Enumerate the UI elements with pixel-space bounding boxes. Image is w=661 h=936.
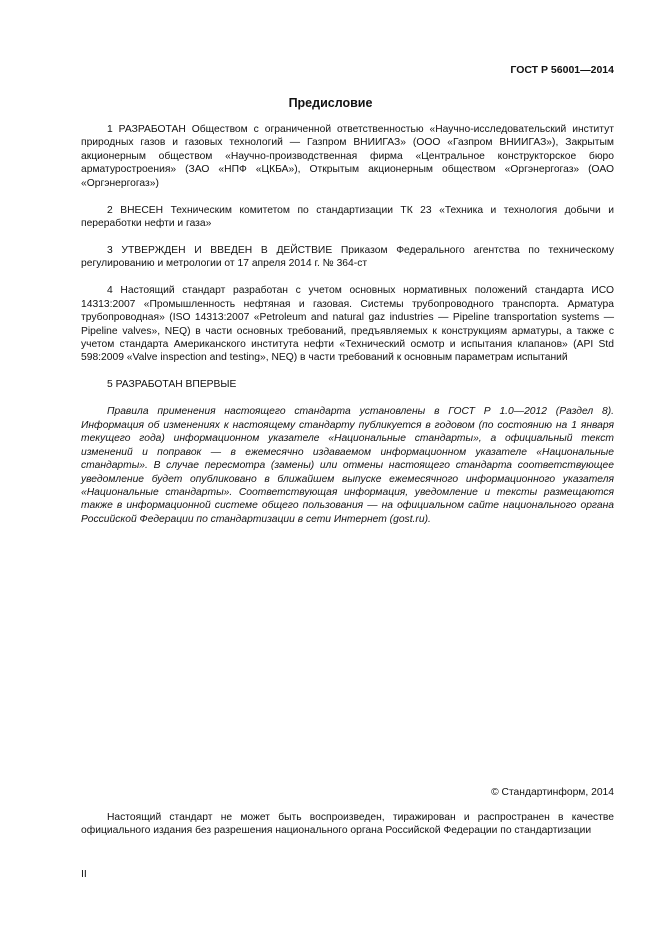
paragraph-first-edition: 5 РАЗРАБОТАН ВПЕРВЫЕ: [107, 379, 237, 391]
page-title: Предисловие: [288, 96, 373, 110]
reproduction-notice: Настоящий стандарт не может быть воспроизведен, тиражирован и распространен в качестве официального издания без разрешения национального органа Российской Федерации по стандартизации: [81, 812, 614, 837]
rules-paragraph: Правила применения настоящего стандарта установлены в ГОСТ Р 1.0—2012 (Раздел 8). Информация об изменениях к настоящему стандарту публикуется в годовом (по состоянию на 1 января текущего года) информационном указателе «Национальные стандарты», а официальный текст изменений и поправок — в ежемесячно издаваемом информационном указателе «Национальные стандарты». В случае пересмотра (замены) или отмены настоящего стандарта соответствующее уведомление будет опубликовано в ближайшем выпуске ежемесячного информационного указателя «Национальные стандарты». Соответствующая информация, уведомление и тексты размещаются также в информационной системе общего пользования — на официальном сайте национального органа Российской Федерации по стандартизации в сети Интернет (gost.ru).: [81, 406, 614, 525]
foreword-body: [81, 123, 614, 540]
paragraph-basis: 4 Настоящий стандарт разработан с учетом основных нормативных положений стандарта ИСО 14313:2007 «Промышленность нефтяная и газовая. Системы трубопроводного транспорта. Арматура трубопроводная» (ISO 14313:2007 «Petroleum and natural gaz industries — Pipeline transportation systems — Pipeline valves», NEQ) в части основных требований, предъявляемых к конструкциям арматуры, а также с учетом стандарта Американского института нефти «Технический осмотр и испытания клапанов» (API Std 598:2009 «Valve inspection and testing», NEQ) в части требований к основным параметрам испытаний: [81, 285, 614, 364]
page-number: II: [81, 868, 87, 880]
paragraph-approved: 3 УТВЕРЖДЕН И ВВЕДЕН В ДЕЙСТВИЕ Приказом Федерального агентства по техническому регулированию и метрологии от 17 апреля 2014 г. № 364-ст: [81, 245, 614, 270]
paragraph-developed: 1 РАЗРАБОТАН Обществом с ограниченной ответственностью «Научно-исследовательский институт природных газов и газовых технологий — Газпром ВНИИГАЗ» (ООО «Газпром ВНИИГАЗ»), Закрытым акционерным обществом «Научно-производственная фирма «Центральное конструкторское бюро арматуростроения» (ЗАО «НПФ «ЦКБА»), Открытым акционерным обществом «Оргэнергогаз» (ОАО «Оргэнергогаз»): [81, 124, 614, 189]
copyright-line: © Стандартинформ, 2014: [491, 787, 614, 798]
standard-code: ГОСТ Р 56001—2014: [510, 64, 614, 76]
paragraph-introduced: 2 ВНЕСЕН Техническим комитетом по стандартизации ТК 23 «Техника и технология добычи и переработки нефти и газа»: [81, 204, 614, 230]
